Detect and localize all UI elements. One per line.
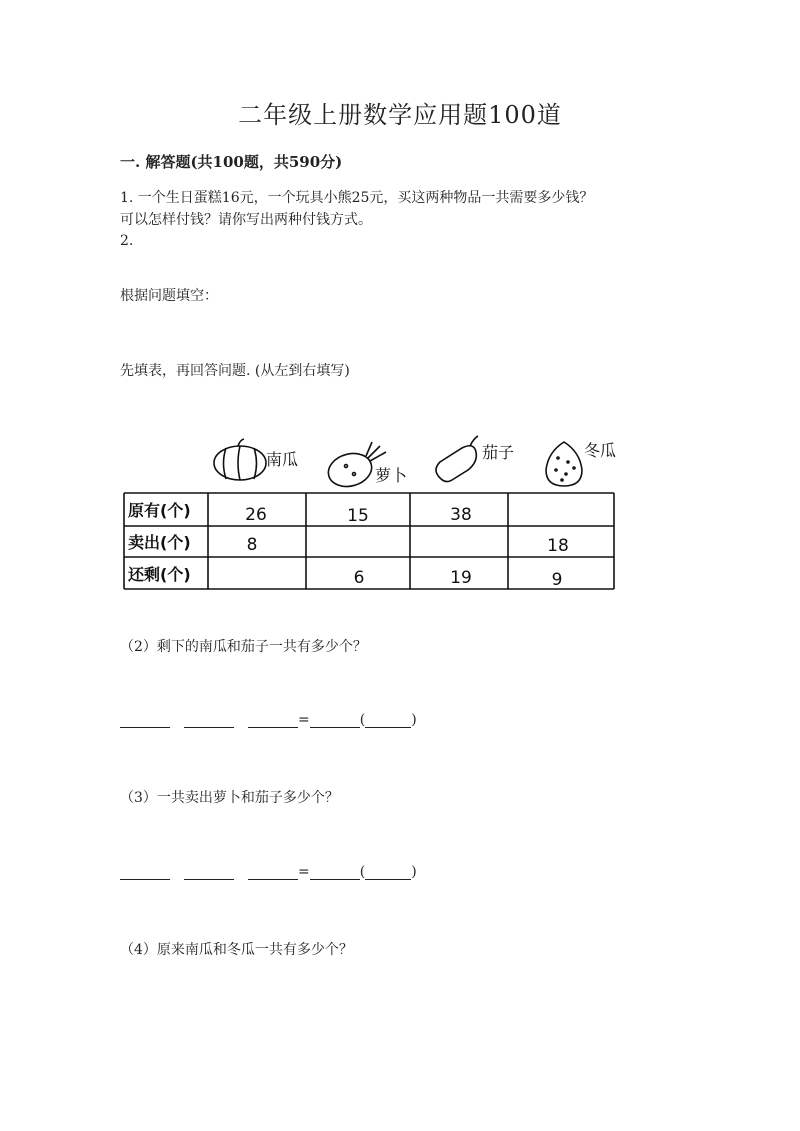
answer-blank[interactable] (120, 713, 170, 728)
table-cell: 9 (551, 570, 563, 590)
answer-blank[interactable] (248, 713, 298, 728)
unit-blank[interactable] (365, 865, 411, 880)
table-row-label: 卖出(个) (128, 533, 191, 552)
paren-open: ( (359, 712, 366, 728)
table-cell: 8 (246, 535, 258, 555)
table-cell: 18 (547, 536, 569, 556)
sub-question-3: （3）一共卖出萝卜和茄子多少个？ (120, 790, 339, 806)
sub-question-4: （4）原来南瓜和冬瓜一共有多少个？ (120, 942, 353, 958)
page-title: 二年级上册数学应用题100道 (238, 101, 562, 129)
equals-sign: = (298, 712, 310, 728)
table-cell: 38 (450, 505, 472, 525)
paren-close: ) (411, 712, 417, 728)
equals-sign: = (298, 864, 310, 880)
vegetable-label-eggplant: 茄子 (482, 443, 515, 462)
answer-blank[interactable] (120, 865, 170, 880)
question-1-line-1: 1. 一个生日蛋糕16元，一个玩具小熊25元，买这两种物品一共需要多少钱？ (120, 190, 594, 206)
data-table-grid (124, 493, 614, 589)
paren-open: ( (359, 864, 366, 880)
question-2-intro: 根据问题填空： (120, 288, 218, 304)
table-cell: 15 (347, 506, 369, 526)
answer-blanks-3 (120, 864, 417, 880)
vegetable-label-pumpkin: 南瓜 (266, 450, 299, 469)
paren-close: ) (411, 864, 417, 880)
pumpkin-icon (214, 439, 266, 480)
vegetable-label-winter-melon: 冬瓜 (584, 441, 617, 460)
answer-blanks-2 (120, 712, 417, 728)
answer-blank[interactable] (184, 713, 234, 728)
section-heading: 一. 解答题(共100题，共590分) (120, 153, 343, 171)
winter-melon-icon (546, 442, 582, 486)
question-2-number: 2. (120, 233, 134, 249)
unit-blank[interactable] (365, 713, 411, 728)
eggplant-icon (436, 436, 478, 482)
answer-blank[interactable] (248, 865, 298, 880)
table-row-label: 还剩(个) (128, 565, 191, 584)
table-cell: 19 (450, 568, 472, 588)
answer-blank[interactable] (310, 865, 360, 880)
sub-question-2: （2）剩下的南瓜和茄子一共有多少个？ (120, 639, 367, 655)
answer-blank[interactable] (310, 713, 360, 728)
vegetable-label-radish: 萝卜 (375, 466, 408, 485)
question-2-instruction: 先填表，再回答问题. (从左到右填写) (120, 363, 350, 379)
answer-blank[interactable] (184, 865, 234, 880)
question-1-line-2: 可以怎样付钱？请你写出两种付钱方式。 (120, 212, 372, 228)
vegetable-table-figure (118, 428, 618, 596)
table-row-label: 原有(个) (128, 501, 191, 520)
table-cell: 6 (353, 568, 365, 588)
table-cell: 26 (245, 505, 267, 525)
